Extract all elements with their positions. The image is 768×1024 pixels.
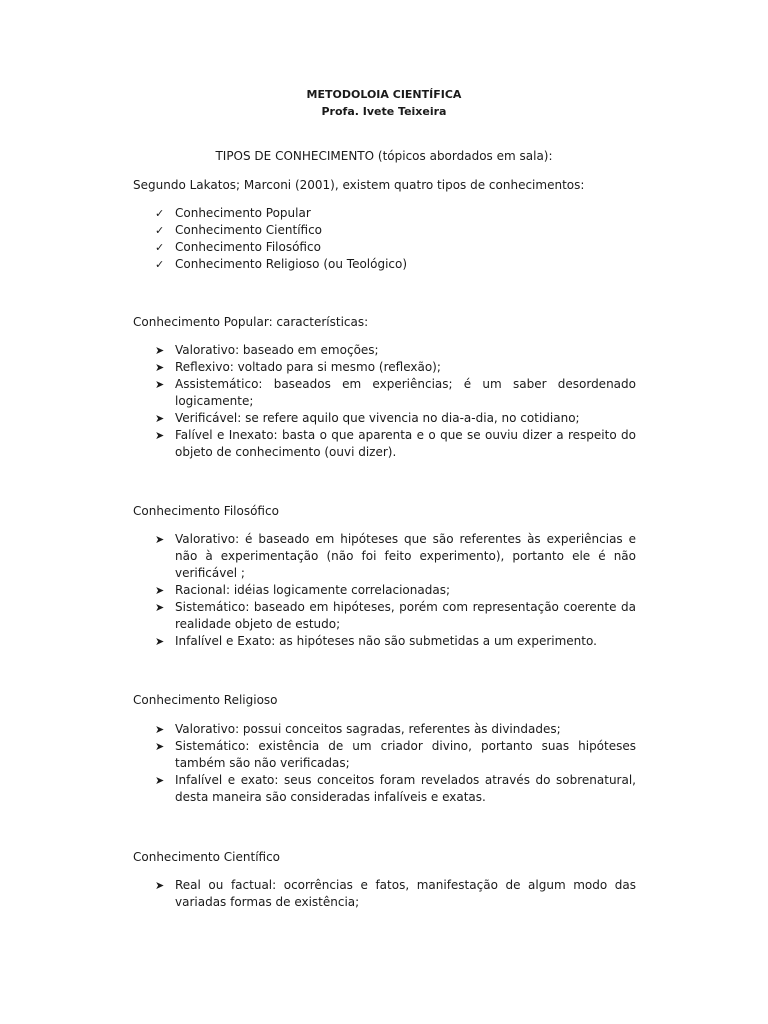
list-item-text: Sistemático: baseado em hipóteses, porém com representação coerente da realidade objeto de estudo;	[175, 600, 636, 631]
list-item-text: Valorativo: possui conceitos sagradas, referentes às divindades;	[175, 722, 561, 736]
cientifico-list	[133, 877, 636, 911]
arrow-bullet-icon: ➤	[155, 879, 165, 892]
list-item-text: Conhecimento Científico	[175, 223, 323, 237]
document-title: METODOLOIA CIENTÍFICA	[306, 88, 462, 101]
list-item	[133, 427, 636, 461]
list-item	[133, 342, 636, 359]
cientifico-block	[133, 877, 636, 911]
list-item	[133, 599, 636, 633]
list-item-text: Verificável: se refere aquilo que vivencia no dia-a-dia, no cotidiano;	[175, 411, 580, 425]
arrow-bullet-icon: ➤	[155, 533, 165, 546]
arrow-bullet-icon: ➤	[155, 584, 165, 597]
check-icon: ✓	[155, 207, 165, 220]
check-icon: ✓	[155, 258, 165, 271]
document-author: Profa. Ivete Teixeira	[321, 105, 447, 118]
arrow-bullet-icon: ➤	[155, 361, 165, 374]
filosofico-list	[133, 531, 636, 650]
cientifico-heading: Conhecimento Científico	[133, 850, 281, 864]
list-item	[133, 222, 636, 239]
list-item-text: Real ou factual: ocorrências e fatos, manifestação de algum modo das variadas formas de existência;	[175, 878, 636, 909]
arrow-bullet-icon: ➤	[155, 378, 165, 391]
list-item-text: Falível e Inexato: basta o que aparenta e o que se ouviu dizer a respeito do objeto de conhecimento (ouvi dizer).	[175, 428, 636, 459]
list-item-text: Conhecimento Religioso (ou Teológico)	[175, 257, 408, 271]
arrow-bullet-icon: ➤	[155, 774, 165, 787]
religioso-list	[133, 721, 636, 806]
popular-list	[133, 342, 636, 461]
list-item	[133, 359, 636, 376]
list-item-text: Racional: idéias logicamente correlacionadas;	[175, 583, 450, 597]
filosofico-heading: Conhecimento Filosófico	[133, 504, 279, 518]
list-item-text: Reflexivo: voltado para si mesmo (reflexão);	[175, 360, 441, 374]
religioso-heading: Conhecimento Religioso	[133, 693, 278, 707]
types-list	[133, 205, 636, 273]
list-item	[133, 531, 636, 582]
list-item	[133, 410, 636, 427]
arrow-bullet-icon: ➤	[155, 412, 165, 425]
list-item	[133, 738, 636, 772]
topics-heading: TIPOS DE CONHECIMENTO (tópicos abordados em sala):	[215, 149, 553, 163]
arrow-bullet-icon: ➤	[155, 429, 165, 442]
religioso-block	[133, 721, 636, 806]
list-item-text: Assistemático: baseados em experiências; é um saber desordenado logicamente;	[175, 377, 636, 408]
list-item-text: Valorativo: baseado em emoções;	[175, 343, 379, 357]
popular-heading: Conhecimento Popular: características:	[133, 315, 369, 329]
list-item	[133, 205, 636, 222]
list-item	[133, 721, 636, 738]
types-list-block	[133, 205, 636, 273]
check-icon: ✓	[155, 241, 165, 254]
arrow-bullet-icon: ➤	[155, 601, 165, 614]
arrow-bullet-icon: ➤	[155, 344, 165, 357]
list-item	[133, 772, 636, 806]
intro-paragraph: Segundo Lakatos; Marconi (2001), existem quatro tipos de conhecimentos:	[133, 178, 585, 192]
arrow-bullet-icon: ➤	[155, 635, 165, 648]
popular-block	[133, 342, 636, 461]
list-item	[133, 877, 636, 911]
arrow-bullet-icon: ➤	[155, 723, 165, 736]
list-item	[133, 376, 636, 410]
list-item-text: Conhecimento Popular	[175, 206, 311, 220]
list-item-text: Conhecimento Filosófico	[175, 240, 321, 254]
list-item-text: Infalível e Exato: as hipóteses não são submetidas a um experimento.	[175, 634, 597, 648]
arrow-bullet-icon: ➤	[155, 740, 165, 753]
list-item	[133, 256, 636, 273]
list-item	[133, 582, 636, 599]
check-icon: ✓	[155, 224, 165, 237]
list-item-text: Sistemático: existência de um criador divino, portanto suas hipóteses também são não verificadas;	[175, 739, 636, 770]
list-item	[133, 633, 636, 650]
filosofico-block	[133, 531, 636, 650]
list-item-text: Valorativo: é baseado em hipóteses que são referentes às experiências e não à experimentação (não foi feito experimento), portanto ele é não verificável ;	[175, 532, 636, 580]
list-item-text: Infalível e exato: seus conceitos foram revelados através do sobrenatural, desta maneira são consideradas infalíveis e exatas.	[175, 773, 636, 804]
list-item	[133, 239, 636, 256]
